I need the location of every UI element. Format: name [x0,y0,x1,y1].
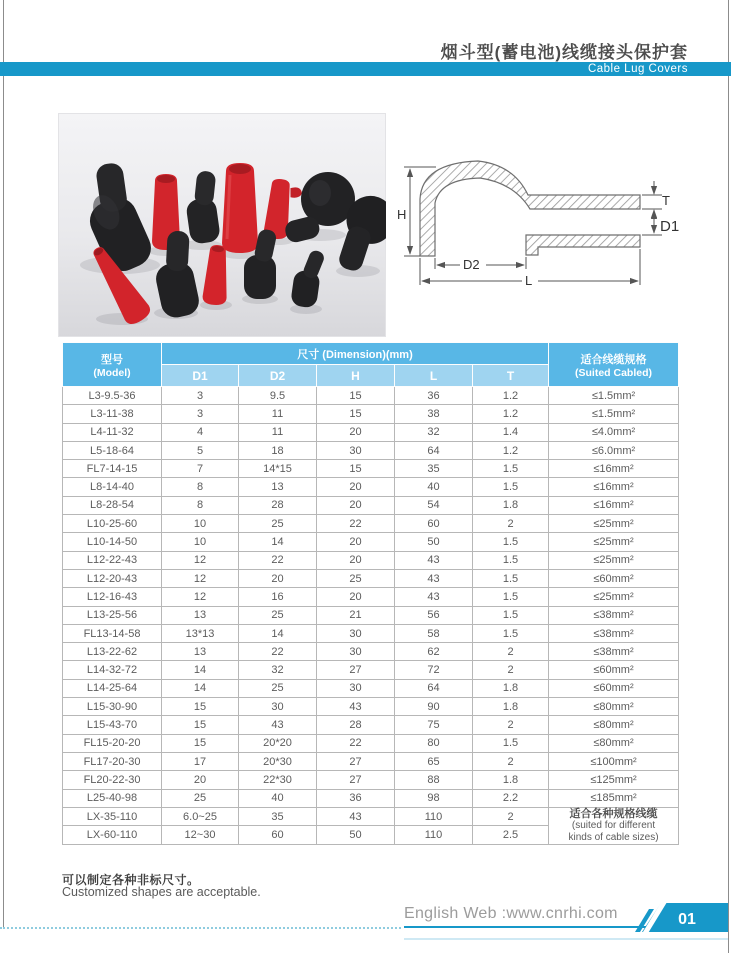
cell-l: 58 [395,624,473,642]
page-subtitle: Cable Lug Covers [587,63,688,75]
cell-d1: 14 [162,679,239,697]
table-row [63,588,679,606]
product-photo [58,113,386,337]
cell-t: 1.5 [473,551,549,569]
cell-d1: 5 [162,441,239,459]
cell-l: 50 [395,533,473,551]
cell-h: 27 [317,661,395,679]
cell-h: 15 [317,405,395,423]
cell-t: 2 [473,515,549,533]
cell-t: 1.8 [473,679,549,697]
cell-d2: 11 [239,405,317,423]
cell-h: 50 [317,826,395,845]
cell-t: 1.5 [473,734,549,752]
col-header-h: H [317,365,395,387]
cell-h: 30 [317,643,395,661]
table-row [63,569,679,587]
cell-t: 1.5 [473,533,549,551]
cell-d1: 7 [162,460,239,478]
cell-model: FL15-20-20 [63,734,162,752]
cell-t: 1.5 [473,569,549,587]
cell-d2: 22*30 [239,771,317,789]
cell-d1: 12 [162,551,239,569]
table-row [63,789,679,807]
cell-d1: 15 [162,734,239,752]
cell-t: 1.2 [473,405,549,423]
cell-d1: 8 [162,496,239,514]
cell-l: 56 [395,606,473,624]
cell-l: 60 [395,515,473,533]
cell-d2: 9.5 [239,387,317,405]
cell-d1: 13 [162,606,239,624]
table-row [63,643,679,661]
col-header-dimension: 尺寸 (Dimension)(mm) [162,343,549,365]
cell-t: 2 [473,752,549,770]
cell-l: 38 [395,405,473,423]
cell-t: 1.4 [473,423,549,441]
cell-d1: 12~30 [162,826,239,845]
cell-h: 21 [317,606,395,624]
cell-t: 2.2 [473,789,549,807]
dim-label-h: H [397,207,407,222]
cell-h: 20 [317,551,395,569]
cell-suited: ≤100mm² [549,752,679,770]
cell-t: 1.8 [473,698,549,716]
cell-h: 36 [317,789,395,807]
cell-l: 80 [395,734,473,752]
page-number: 01 [678,911,696,928]
cell-d1: 8 [162,478,239,496]
cell-d2: 14 [239,624,317,642]
cell-suited: ≤38mm² [549,624,679,642]
cell-d2: 25 [239,606,317,624]
cell-l: 90 [395,698,473,716]
cell-h: 43 [317,698,395,716]
cell-model: L5-18-64 [63,441,162,459]
cell-h: 15 [317,460,395,478]
table-row [63,533,679,551]
cell-l: 32 [395,423,473,441]
cell-d2: 20*20 [239,734,317,752]
dim-label-t: T [662,193,670,208]
cell-l: 64 [395,679,473,697]
cell-l: 72 [395,661,473,679]
cell-suited: ≤60mm² [549,569,679,587]
cell-model: L10-25-60 [63,515,162,533]
col-header-suited: 适合线缆规格 (Suited Cabled) [549,343,679,387]
cell-d1: 10 [162,515,239,533]
cell-model: L13-22-62 [63,643,162,661]
cell-d2: 22 [239,551,317,569]
cell-d2: 40 [239,789,317,807]
cell-d1: 20 [162,771,239,789]
footer-website-link[interactable]: English Web :www.cnrhi.com [404,905,618,922]
cell-l: 36 [395,387,473,405]
cell-h: 20 [317,423,395,441]
cell-model: L25-40-98 [63,789,162,807]
cell-d1: 17 [162,752,239,770]
diagram-lower-wall [526,235,640,255]
table-row [63,716,679,734]
cell-l: 43 [395,551,473,569]
spec-table-body [63,387,679,845]
cell-suited: ≤185mm² [549,789,679,807]
cell-h: 20 [317,533,395,551]
cell-d1: 15 [162,716,239,734]
cell-h: 30 [317,679,395,697]
cell-d2: 20*30 [239,752,317,770]
cell-d1: 4 [162,423,239,441]
note-english: Customized shapes are acceptable. [62,885,261,899]
cell-d2: 14*15 [239,460,317,478]
cell-suited: ≤1.5mm² [549,405,679,423]
cell-d1: 15 [162,698,239,716]
cell-d2: 20 [239,569,317,587]
cell-model: LX-35-110 [63,807,162,826]
cell-h: 25 [317,569,395,587]
cell-d1: 14 [162,661,239,679]
cell-model: L15-30-90 [63,698,162,716]
page-left-rule [3,0,4,929]
cell-d1: 6.0~25 [162,807,239,826]
cell-suited-merged: 适合各种规格线缆 (suited for different kinds of cable sizes) [549,807,679,844]
cell-t: 1.8 [473,496,549,514]
cell-l: 88 [395,771,473,789]
cell-suited: ≤80mm² [549,716,679,734]
cell-h: 27 [317,752,395,770]
cell-model: L14-25-64 [63,679,162,697]
table-row [63,679,679,697]
cell-l: 43 [395,588,473,606]
cell-t: 1.8 [473,771,549,789]
cell-suited: ≤25mm² [549,551,679,569]
cell-t: 1.5 [473,606,549,624]
dimension-diagram [396,143,696,303]
cell-suited: ≤25mm² [549,588,679,606]
table-row [63,734,679,752]
cell-model: L8-28-54 [63,496,162,514]
table-row [63,515,679,533]
cell-d2: 25 [239,515,317,533]
cell-model: FL17-20-30 [63,752,162,770]
cell-suited: ≤4.0mm² [549,423,679,441]
spec-table [62,342,678,845]
table-row [63,405,679,423]
cell-h: 20 [317,478,395,496]
cell-model: L12-20-43 [63,569,162,587]
cell-h: 20 [317,496,395,514]
cell-d2: 22 [239,643,317,661]
cell-d2: 28 [239,496,317,514]
cell-h: 30 [317,624,395,642]
cell-d2: 11 [239,423,317,441]
cell-l: 43 [395,569,473,587]
cell-model: L3-11-38 [63,405,162,423]
table-row [63,387,679,405]
page-number-badge [615,899,734,935]
cell-l: 98 [395,789,473,807]
col-header-l: L [395,365,473,387]
col-header-model: 型号 (Model) [63,343,162,387]
table-row [63,423,679,441]
cell-d2: 32 [239,661,317,679]
cover-black-elbow-small [181,168,226,245]
col-header-d2: D2 [239,365,317,387]
cell-suited: ≤125mm² [549,771,679,789]
cell-suited: ≤38mm² [549,606,679,624]
cell-l: 54 [395,496,473,514]
cell-t: 2 [473,807,549,826]
cell-h: 28 [317,716,395,734]
page-right-rule [728,0,729,953]
table-row [63,661,679,679]
cell-l: 40 [395,478,473,496]
cell-h: 22 [317,515,395,533]
cell-d1: 10 [162,533,239,551]
cell-h: 22 [317,734,395,752]
cell-l: 65 [395,752,473,770]
cell-t: 1.5 [473,460,549,478]
cell-l: 110 [395,807,473,826]
cell-suited: ≤1.5mm² [549,387,679,405]
cell-d2: 18 [239,441,317,459]
cell-d2: 13 [239,478,317,496]
cell-h: 43 [317,807,395,826]
cell-l: 75 [395,716,473,734]
table-row [63,771,679,789]
cell-d2: 25 [239,679,317,697]
dim-label-d1: D1 [660,218,680,235]
cell-t: 1.5 [473,588,549,606]
cell-suited: ≤16mm² [549,478,679,496]
cell-d2: 60 [239,826,317,845]
cover-red-straight-large [222,163,258,253]
cell-d1: 3 [162,387,239,405]
cell-d2: 16 [239,588,317,606]
table-row [63,441,679,459]
cell-model: L4-11-32 [63,423,162,441]
cell-d1: 3 [162,405,239,423]
table-row [63,752,679,770]
cell-l: 35 [395,460,473,478]
table-row [63,698,679,716]
footer-dotted-rule [0,927,401,929]
table-row [63,496,679,514]
cell-t: 2.5 [473,826,549,845]
cell-d2: 35 [239,807,317,826]
cell-model: FL13-14-58 [63,624,162,642]
table-row [63,606,679,624]
cell-model: L10-14-50 [63,533,162,551]
cell-h: 27 [317,771,395,789]
cell-t: 1.5 [473,624,549,642]
col-header-d1: D1 [162,365,239,387]
cell-model: L8-14-40 [63,478,162,496]
cell-t: 2 [473,716,549,734]
product-photo-illustration [58,113,386,337]
cell-t: 1.2 [473,441,549,459]
cell-d1: 12 [162,569,239,587]
cell-t: 2 [473,661,549,679]
cell-suited: ≤16mm² [549,460,679,478]
table-row [63,460,679,478]
footer-underline [404,926,648,928]
cell-suited: ≤80mm² [549,734,679,752]
cell-suited: ≤60mm² [549,679,679,697]
cell-t: 1.5 [473,478,549,496]
cell-suited: ≤38mm² [549,643,679,661]
page-title: 烟斗型(蓄电池)线缆接头保护套 [440,43,688,62]
cell-t: 2 [473,643,549,661]
cell-suited: ≤80mm² [549,698,679,716]
dim-label-d2: D2 [463,257,480,272]
cell-d2: 14 [239,533,317,551]
cell-model: FL7-14-15 [63,460,162,478]
cell-d2: 30 [239,698,317,716]
cell-model: FL20-22-30 [63,771,162,789]
cell-model: LX-60-110 [63,826,162,845]
cell-d2: 43 [239,716,317,734]
cell-l: 62 [395,643,473,661]
table-row [63,551,679,569]
cell-suited: ≤6.0mm² [549,441,679,459]
cell-suited: ≤25mm² [549,533,679,551]
dim-label-l: L [525,273,533,288]
cell-model: L14-32-72 [63,661,162,679]
cell-suited: ≤16mm² [549,496,679,514]
cell-d1: 12 [162,588,239,606]
cell-d1: 13*13 [162,624,239,642]
cell-d1: 13 [162,643,239,661]
cell-l: 64 [395,441,473,459]
col-header-t: T [473,365,549,387]
cell-h: 15 [317,387,395,405]
footer-thin-rule [404,938,728,940]
cell-model: L12-16-43 [63,588,162,606]
cell-model: L3-9.5-36 [63,387,162,405]
cell-suited: ≤60mm² [549,661,679,679]
cell-model: L15-43-70 [63,716,162,734]
cell-h: 30 [317,441,395,459]
cell-model: L13-25-56 [63,606,162,624]
cell-l: 110 [395,826,473,845]
note-chinese: 可以制定各种非标尺寸。 [62,873,200,887]
table-row [63,624,679,642]
cell-model: L12-22-43 [63,551,162,569]
cell-suited: ≤25mm² [549,515,679,533]
cell-d1: 25 [162,789,239,807]
cell-h: 20 [317,588,395,606]
table-row [63,478,679,496]
table-row [63,807,679,826]
cell-t: 1.2 [473,387,549,405]
cover-black-elbow-tiny [290,247,326,309]
